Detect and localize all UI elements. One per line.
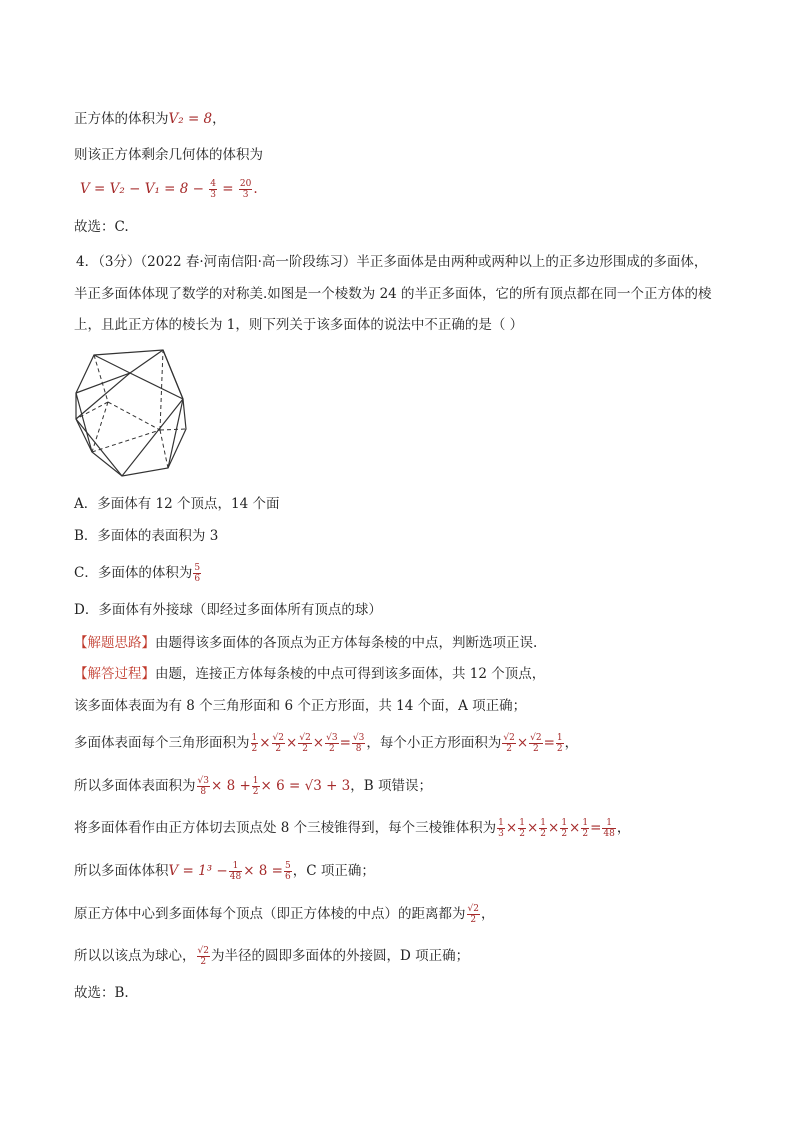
fraction: $\frac{20}{3}$ xyxy=(239,179,252,200)
fraction: $\frac{5}{6}$ xyxy=(285,861,291,882)
fraction: $\frac{√3}{8}$ xyxy=(197,776,209,797)
question-line xyxy=(74,284,754,304)
question-text: 4．（3分）（2022 春·河南信阳·高一阶段练习）半正多面体是由两种或两种以上的正多边形围成的多面体， xyxy=(76,254,708,270)
text-line xyxy=(74,145,754,165)
question-text: 上，且此正方体的棱长为 1，则下列关于该多面体的说法中不正确的是（ ） xyxy=(74,317,524,333)
text: ， xyxy=(212,111,226,127)
question-line xyxy=(74,315,754,335)
option-c: C．多面体的体积为 $\frac{5}{6}$ xyxy=(74,563,201,584)
fraction: $\frac{1}{2}$ xyxy=(582,818,589,839)
solution-idea: 【解题思路】由题得该多面体的各顶点为正方体每条棱的中点，判断选项正误. xyxy=(74,635,538,651)
text-line: 多面体表面每个三角形面积为 $\frac{1}{2}$ × $\frac{√2}{2}$ × $\frac{√2}{2}$ × $\frac{√3}{2}$ = $\frac{√3}{8}$ ，每个小正方形面积为 $\frac{√2}{2}$ × $\frac{√2}{2}$ = $\frac{1}{2}$ ， xyxy=(74,733,579,754)
answer-text: 故选：C. xyxy=(74,219,129,235)
section-tag: 【解答过程】 xyxy=(74,666,155,682)
text-line xyxy=(74,217,754,237)
fraction: $\frac{√2}{2}$ xyxy=(197,946,209,967)
question-text: 半正多面体体现了数学的对称美.如图是一个棱数为 24 的半正多面体，它的所有顶点都在同一个正方体的棱 xyxy=(74,286,712,302)
text-line: 所以以该点为球心， $\frac{√2}{2}$ 为半径的圆即多面体的外接圆，D 项正确； xyxy=(74,946,470,967)
polyhedron-figure xyxy=(72,345,198,481)
question-line xyxy=(76,252,754,272)
math-expression: V₂ = 8 xyxy=(168,111,213,127)
fraction: $\frac{1}{2}$ xyxy=(252,776,259,797)
text-line: 原正方体中心到多面体每个顶点（即正方体棱的中点）的距离都为 $\frac{√2}{2}$ ， xyxy=(74,904,495,925)
fraction: $\frac{√3}{2}$ xyxy=(326,733,338,754)
fraction: $\frac{5}{6}$ xyxy=(194,563,201,584)
math-operator: = xyxy=(222,181,234,197)
fraction: $\frac{1}{2}$ xyxy=(251,733,258,754)
math-expression: V = V₂ − V₁ = 8 − xyxy=(80,181,204,197)
option-b: B．多面体的表面积为 3 xyxy=(74,528,219,544)
text-line: 所以多面体体积V = 1³ − $\frac{1}{48}$ × 8 = $\frac{5}{6}$ ，C 项正确； xyxy=(74,861,375,882)
fraction: $\frac{1}{2}$ xyxy=(519,818,525,839)
outline xyxy=(76,350,186,476)
answer-text: 故选：B. xyxy=(74,985,129,1001)
fraction: $\frac{√2}{2}$ xyxy=(299,733,311,754)
fraction: $\frac{√2}{2}$ xyxy=(272,733,285,754)
fraction: $\frac{4}{3}$ xyxy=(210,179,216,200)
text-line: 该多面体表面为有 8 个三角形面和 6 个正方形面，共 14 个面，A 项正确； xyxy=(74,698,527,714)
fraction: $\frac{√2}{2}$ xyxy=(530,733,542,754)
math-line: V = V₂ − V₁ = 8 − $\frac{4}{3}$ = $\frac{20}{3}$ . xyxy=(80,179,258,200)
text-line: 将多面体看作由正方体切去顶点处 8 个三棱锥得到，每个三棱锥体积为 $\frac{1}{3}$ × $\frac{1}{2}$ × $\frac{1}{2}$ × $\frac{1}{2}$ × $\frac{1}{2}$ = $\frac{1}{48}$ ， xyxy=(74,818,631,839)
text-line: 所以多面体表面积为 $\frac{√3}{8}$ × 8 + $\frac{1}{2}$ × 6 = √3 + 3，B 项错误； xyxy=(74,776,432,797)
text-line xyxy=(74,109,754,129)
fraction: $\frac{1}{3}$ xyxy=(498,818,504,839)
fraction: $\frac{√2}{2}$ xyxy=(467,904,479,925)
option-d: D．多面体有外接球（即经过多面体所有顶点的球） xyxy=(74,602,382,618)
text: 正方体的体积为 xyxy=(74,111,169,127)
fraction: $\frac{1}{2}$ xyxy=(540,818,546,839)
fraction: $\frac{1}{2}$ xyxy=(556,733,563,754)
text-line xyxy=(74,983,754,1003)
fraction: $\frac{√3}{8}$ xyxy=(352,733,365,754)
section-tag: 【解题思路】 xyxy=(74,635,155,651)
text: 则该正方体剩余几何体的体积为 xyxy=(74,147,263,163)
fraction: $\frac{√2}{2}$ xyxy=(503,733,515,754)
option-a: A．多面体有 12 个顶点，14 个面 xyxy=(74,496,280,512)
fraction: $\frac{1}{2}$ xyxy=(561,818,568,839)
fraction: $\frac{1}{48}$ xyxy=(229,861,242,882)
solution-process: 【解答过程】由题，连接正方体每条棱的中点可得到该多面体，共 12 个顶点， xyxy=(74,666,546,682)
fraction: $\frac{1}{48}$ xyxy=(603,818,615,839)
